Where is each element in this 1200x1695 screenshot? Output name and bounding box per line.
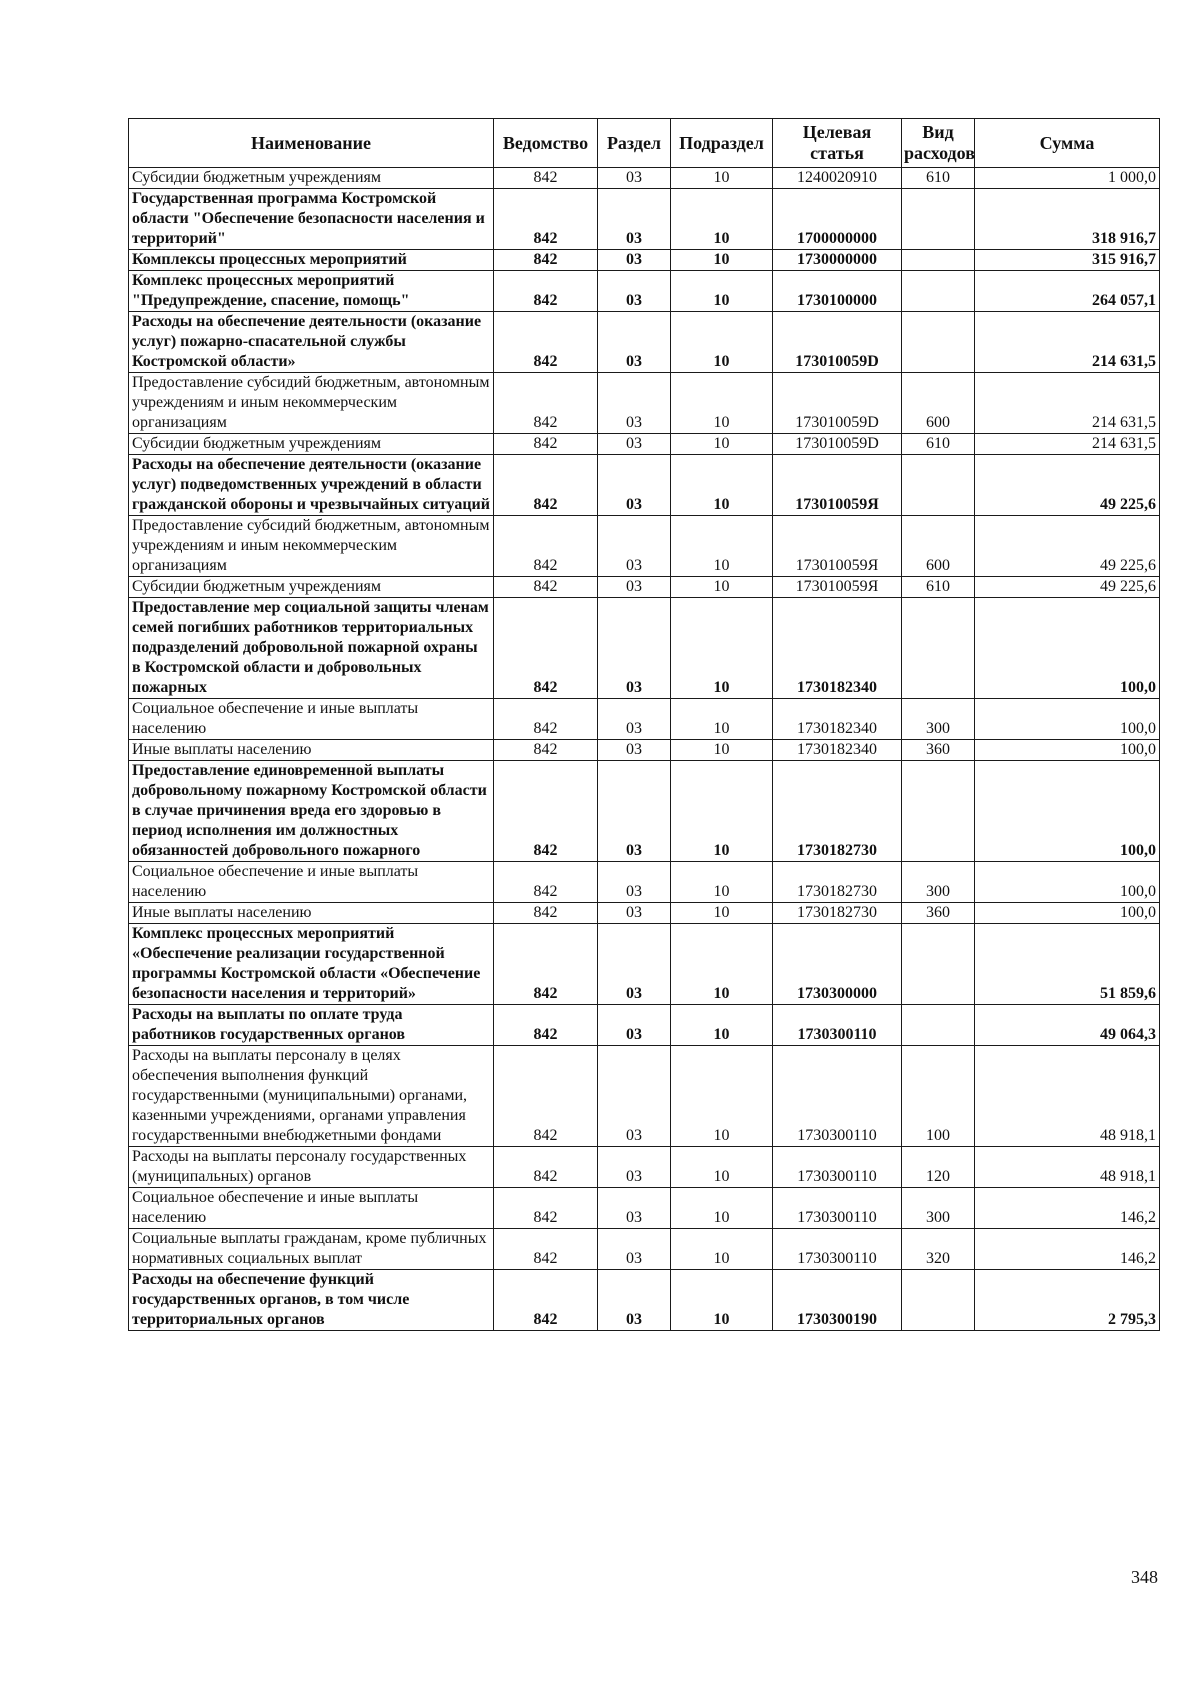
cell-section: 03: [598, 1229, 671, 1270]
cell-dept: 842: [494, 312, 598, 373]
table-row: [129, 168, 1160, 189]
cell-section: 03: [598, 312, 671, 373]
cell-name: Предоставление субсидий бюджетным, автономным учреждениям и иным некоммерческим организациям: [129, 373, 494, 434]
cell-name: Расходы на выплаты по оплате труда работников государственных органов: [129, 1005, 494, 1046]
cell-target: 1730182730: [773, 903, 902, 924]
cell-dept: 842: [494, 761, 598, 862]
cell-target: 1240020910: [773, 168, 902, 189]
cell-target: 173010059Я: [773, 455, 902, 516]
cell-type: 610: [902, 168, 975, 189]
cell-subsection: 10: [671, 924, 773, 1005]
cell-name: Субсидии бюджетным учреждениям: [129, 434, 494, 455]
cell-name: Расходы на обеспечение деятельности (оказание услуг) подведомственных учреждений в области гражданской обороны и чрезвычайных ситуаций: [129, 455, 494, 516]
cell-sum: 146,2: [975, 1229, 1160, 1270]
cell-name: Социальное обеспечение и иные выплаты населению: [129, 699, 494, 740]
cell-target: 1730300110: [773, 1147, 902, 1188]
cell-subsection: 10: [671, 250, 773, 271]
header-type: Вид расходов: [902, 119, 975, 168]
cell-type: [902, 250, 975, 271]
cell-type: 610: [902, 577, 975, 598]
cell-section: 03: [598, 1270, 671, 1331]
table-row: [129, 761, 1160, 862]
cell-type: [902, 1270, 975, 1331]
cell-type: 360: [902, 903, 975, 924]
cell-subsection: 10: [671, 1147, 773, 1188]
cell-section: 03: [598, 924, 671, 1005]
cell-name: Предоставление мер социальной защиты членам семей погибших работников территориальных подразделений добровольной пожарной охраны в Костромской области и добровольных пожарных: [129, 598, 494, 699]
cell-name: Комплекс процессных мероприятий "Предупреждение, спасение, помощь": [129, 271, 494, 312]
table-row: [129, 1270, 1160, 1331]
cell-name: Предоставление единовременной выплаты добровольному пожарному Костромской области в случае причинения вреда его здоровью в период исполнения им должностных обязанностей добровольного пожарного: [129, 761, 494, 862]
cell-dept: 842: [494, 455, 598, 516]
cell-name: Расходы на выплаты персоналу государственных (муниципальных) органов: [129, 1147, 494, 1188]
cell-subsection: 10: [671, 516, 773, 577]
table-row: [129, 271, 1160, 312]
cell-dept: 842: [494, 168, 598, 189]
table-row: [129, 189, 1160, 250]
cell-section: 03: [598, 903, 671, 924]
cell-name: Социальное обеспечение и иные выплаты населению: [129, 1188, 494, 1229]
cell-sum: 100,0: [975, 740, 1160, 761]
cell-target: 1730300110: [773, 1229, 902, 1270]
cell-type: [902, 271, 975, 312]
cell-dept: 842: [494, 699, 598, 740]
cell-type: 300: [902, 699, 975, 740]
header-section: Раздел: [598, 119, 671, 168]
cell-target: 1730300000: [773, 924, 902, 1005]
cell-target: 1730300190: [773, 1270, 902, 1331]
cell-sum: 51 859,6: [975, 924, 1160, 1005]
cell-subsection: 10: [671, 1229, 773, 1270]
cell-subsection: 10: [671, 434, 773, 455]
cell-subsection: 10: [671, 168, 773, 189]
table-row: [129, 903, 1160, 924]
cell-target: 173010059D: [773, 312, 902, 373]
cell-dept: 842: [494, 1147, 598, 1188]
table-row: [129, 1147, 1160, 1188]
cell-sum: 318 916,7: [975, 189, 1160, 250]
cell-sum: 49 225,6: [975, 577, 1160, 598]
cell-target: 173010059Я: [773, 577, 902, 598]
cell-name: Государственная программа Костромской области "Обеспечение безопасности населения и территорий": [129, 189, 494, 250]
cell-target: 1730100000: [773, 271, 902, 312]
cell-dept: 842: [494, 903, 598, 924]
cell-sum: 214 631,5: [975, 373, 1160, 434]
table-header-row: [129, 119, 1160, 168]
cell-subsection: 10: [671, 271, 773, 312]
cell-type: 300: [902, 862, 975, 903]
table-row: [129, 924, 1160, 1005]
cell-subsection: 10: [671, 1005, 773, 1046]
cell-section: 03: [598, 434, 671, 455]
cell-section: 03: [598, 1005, 671, 1046]
cell-sum: 214 631,5: [975, 312, 1160, 373]
cell-sum: 49 225,6: [975, 516, 1160, 577]
cell-name: Расходы на обеспечение функций государственных органов, в том числе территориальных органов: [129, 1270, 494, 1331]
cell-target: 1730182730: [773, 862, 902, 903]
cell-dept: 842: [494, 1229, 598, 1270]
cell-section: 03: [598, 761, 671, 862]
table-row: [129, 373, 1160, 434]
table-row: [129, 577, 1160, 598]
cell-sum: 100,0: [975, 761, 1160, 862]
cell-sum: 100,0: [975, 598, 1160, 699]
page-number: 348: [1131, 1567, 1158, 1587]
cell-target: 173010059D: [773, 434, 902, 455]
cell-subsection: 10: [671, 699, 773, 740]
cell-dept: 842: [494, 1270, 598, 1331]
cell-name: Иные выплаты населению: [129, 740, 494, 761]
cell-target: 1730182340: [773, 598, 902, 699]
cell-name: Расходы на выплаты персоналу в целях обеспечения выполнения функций государственными (муниципальными) органами, казенными учреждениями, органами управления государственными внебюджетными фондами: [129, 1046, 494, 1147]
cell-subsection: 10: [671, 740, 773, 761]
cell-type: [902, 761, 975, 862]
cell-type: 120: [902, 1147, 975, 1188]
table-row: [129, 312, 1160, 373]
cell-dept: 842: [494, 740, 598, 761]
header-name: Наименование: [129, 119, 494, 168]
cell-target: 1730182340: [773, 740, 902, 761]
cell-sum: 100,0: [975, 903, 1160, 924]
table-body: [129, 168, 1160, 1331]
cell-section: 03: [598, 516, 671, 577]
cell-sum: 315 916,7: [975, 250, 1160, 271]
cell-dept: 842: [494, 598, 598, 699]
cell-target: 1730000000: [773, 250, 902, 271]
cell-dept: 842: [494, 434, 598, 455]
cell-sum: 214 631,5: [975, 434, 1160, 455]
cell-target: 1730182730: [773, 761, 902, 862]
cell-section: 03: [598, 1046, 671, 1147]
cell-name: Социальные выплаты гражданам, кроме публичных нормативных социальных выплат: [129, 1229, 494, 1270]
cell-dept: 842: [494, 271, 598, 312]
header-target: Целевая статья: [773, 119, 902, 168]
cell-type: [902, 598, 975, 699]
table-row: [129, 250, 1160, 271]
table-row: [129, 699, 1160, 740]
cell-name: Социальное обеспечение и иные выплаты населению: [129, 862, 494, 903]
cell-dept: 842: [494, 1005, 598, 1046]
cell-section: 03: [598, 168, 671, 189]
cell-type: 300: [902, 1188, 975, 1229]
cell-section: 03: [598, 577, 671, 598]
cell-section: 03: [598, 271, 671, 312]
table-row: [129, 1188, 1160, 1229]
cell-target: 1730182340: [773, 699, 902, 740]
cell-name: Расходы на обеспечение деятельности (оказание услуг) пожарно-спасательной службы Костромской области»: [129, 312, 494, 373]
table-row: [129, 1229, 1160, 1270]
header-subsection: Подраздел: [671, 119, 773, 168]
header-dept: Ведомство: [494, 119, 598, 168]
table-row: [129, 455, 1160, 516]
cell-section: 03: [598, 740, 671, 761]
cell-target: 1730300110: [773, 1188, 902, 1229]
cell-dept: 842: [494, 516, 598, 577]
cell-dept: 842: [494, 924, 598, 1005]
cell-dept: 842: [494, 1188, 598, 1229]
cell-dept: 842: [494, 373, 598, 434]
cell-subsection: 10: [671, 373, 773, 434]
cell-dept: 842: [494, 1046, 598, 1147]
cell-type: 320: [902, 1229, 975, 1270]
cell-subsection: 10: [671, 189, 773, 250]
cell-section: 03: [598, 699, 671, 740]
table-row: [129, 862, 1160, 903]
cell-type: 610: [902, 434, 975, 455]
cell-subsection: 10: [671, 1188, 773, 1229]
cell-sum: 49 225,6: [975, 455, 1160, 516]
cell-subsection: 10: [671, 1270, 773, 1331]
cell-sum: 49 064,3: [975, 1005, 1160, 1046]
cell-subsection: 10: [671, 577, 773, 598]
cell-type: [902, 1005, 975, 1046]
cell-sum: 264 057,1: [975, 271, 1160, 312]
cell-name: Предоставление субсидий бюджетным, автономным учреждениям и иным некоммерческим организациям: [129, 516, 494, 577]
cell-section: 03: [598, 373, 671, 434]
cell-target: 173010059Я: [773, 516, 902, 577]
cell-subsection: 10: [671, 862, 773, 903]
table-row: [129, 740, 1160, 761]
cell-subsection: 10: [671, 455, 773, 516]
table-row: [129, 1005, 1160, 1046]
budget-table: [128, 118, 1160, 1331]
cell-section: 03: [598, 455, 671, 516]
cell-type: [902, 455, 975, 516]
table-row: [129, 598, 1160, 699]
cell-dept: 842: [494, 577, 598, 598]
cell-type: 100: [902, 1046, 975, 1147]
cell-type: [902, 189, 975, 250]
cell-sum: 146,2: [975, 1188, 1160, 1229]
cell-target: 1730300110: [773, 1005, 902, 1046]
cell-subsection: 10: [671, 903, 773, 924]
cell-subsection: 10: [671, 312, 773, 373]
cell-subsection: 10: [671, 1046, 773, 1147]
cell-sum: 100,0: [975, 862, 1160, 903]
cell-sum: 48 918,1: [975, 1147, 1160, 1188]
cell-dept: 842: [494, 189, 598, 250]
cell-target: 173010059D: [773, 373, 902, 434]
cell-type: 360: [902, 740, 975, 761]
header-sum: Сумма: [975, 119, 1160, 168]
cell-target: 1700000000: [773, 189, 902, 250]
cell-type: 600: [902, 373, 975, 434]
cell-sum: 2 795,3: [975, 1270, 1160, 1331]
cell-section: 03: [598, 1188, 671, 1229]
cell-type: [902, 924, 975, 1005]
cell-name: Иные выплаты населению: [129, 903, 494, 924]
table-row: [129, 434, 1160, 455]
cell-section: 03: [598, 862, 671, 903]
cell-name: Комплекс процессных мероприятий «Обеспечение реализации государственной программы Костромской области «Обеспечение безопасности населения и территорий»: [129, 924, 494, 1005]
cell-target: 1730300110: [773, 1046, 902, 1147]
table-row: [129, 1046, 1160, 1147]
cell-section: 03: [598, 1147, 671, 1188]
cell-sum: 100,0: [975, 699, 1160, 740]
cell-section: 03: [598, 189, 671, 250]
cell-type: 600: [902, 516, 975, 577]
cell-sum: 48 918,1: [975, 1046, 1160, 1147]
cell-subsection: 10: [671, 598, 773, 699]
cell-dept: 842: [494, 250, 598, 271]
cell-name: Субсидии бюджетным учреждениям: [129, 168, 494, 189]
table-row: [129, 516, 1160, 577]
cell-dept: 842: [494, 862, 598, 903]
cell-sum: 1 000,0: [975, 168, 1160, 189]
cell-name: Субсидии бюджетным учреждениям: [129, 577, 494, 598]
cell-section: 03: [598, 250, 671, 271]
cell-subsection: 10: [671, 761, 773, 862]
cell-section: 03: [598, 598, 671, 699]
cell-name: Комплексы процессных мероприятий: [129, 250, 494, 271]
cell-type: [902, 312, 975, 373]
